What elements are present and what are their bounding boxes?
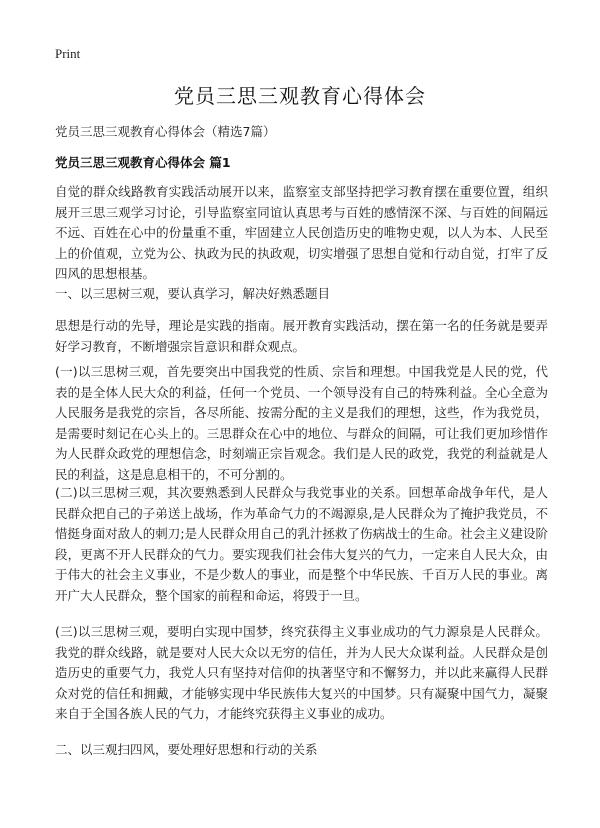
- thought-paragraph: 思想是行动的先导，理论是实践的指南。展开教育实践活动，摆在第一名的任务就是要弄好学习教育，不断增强宗旨意识和群众观点。: [55, 318, 548, 354]
- document-subtitle: 党员三思三观教育心得体会（精选7篇）: [55, 124, 276, 139]
- point-three-paragraph: (三)以三思树三观，要明白实现中国梦，终究获得主义事业成功的气力源泉是人民群众。我党的群众线路，就是要对人民大众以无穷的信任，并为人民大众谋利益。人民群众是创造历史的重要气力，我党人只有坚持对信仰的执著坚守和不懈努力，并以此来赢得人民群众对党的信任和拥戴，才能够实现中华民族伟大复兴的中国梦。只有凝聚中国气力，凝聚来自于全国各族人民的气力，才能终究获得主义事业的成功。: [55, 624, 548, 721]
- heading-two: 二、以三观扫四风，要处理好思想和行动的关系: [55, 742, 318, 757]
- point-two-paragraph: (二)以三思树三观，其次要熟悉到人民群众与我党事业的关系。回想革命战争年代，是人民群众把自己的子弟送上战场，作为革命气力的不竭源泉,是人民群众为了掩护我党员，不惜挺身面对敌人的刺刀;是人民群众用自己的乳汁拯救了伤病战士的生命。社会主义建设阶段，更离不开人民群众的气力。要实现我们社会伟大复兴的气力，一定来自人民大众，由于伟大的社会主义事业，不是少数人的事业，而是整个中华民族、千百万人民的事业。离开广大人民群众，整个国家的前程和命运，将毁于一旦。: [55, 485, 548, 603]
- point-one-paragraph: (一)以三思树三观，首先要突出中国我党的性质、宗旨和理想。中国我党是人民的党，代表的是全体人民大众的利益，任何一个党员、一个领导没有自己的特殊利益。全心全意为人民服务是我党的宗旨，各尽所能、按需分配的主义是我们的理想，这些，作为我党员，是需要时刻记在心头上的。三思群众在心中的地位、与群众的间隔，可让我们更加珍惜作为人民群众政党的理想信念，时刻端正宗旨观念。我们是人民的政党，我党的利益就是人民的利益，这是息息相干的，不可分割的。: [55, 364, 548, 482]
- heading-one: 一、以三思树三观，要认真学习，解决好熟悉题目: [55, 286, 331, 301]
- intro-paragraph: 自觉的群众线路教育实践活动展开以来，监察室支部坚持把学习教育摆在重要位置，组织展开三思三观学习讨论，引导监察室同谊认真思考与百姓的感情深不深、与百姓的间隔远不远、百姓在心中的份量重不重，牢固建立人民创造历史的唯物史观，以人为本、人民至上的价值观，立党为公、执政为民的执政观，切实增强了思想自觉和行动自觉，打牢了反四风的思想根基。: [55, 184, 548, 281]
- page-title: 党员三思三观教育心得体会: [174, 84, 426, 108]
- section-heading: 党员三思三观教育心得体会 篇1: [55, 155, 231, 170]
- print-link[interactable]: Print: [55, 46, 81, 61]
